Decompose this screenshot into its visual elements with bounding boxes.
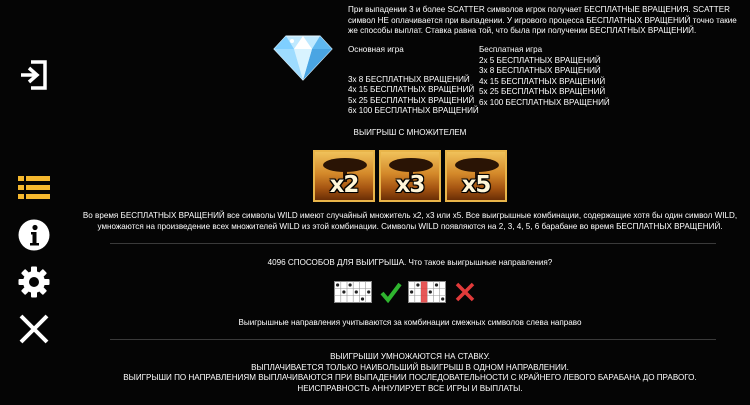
list-icon[interactable] [17,170,51,204]
divider [110,339,716,340]
multiplier-tile [313,150,375,202]
free-game-header: Бесплатная игра [479,45,543,54]
multiplier-label: x2 [329,172,359,198]
ways-note: Выигрышные направления учитываются за комбинации смежных символов слева направо [238,318,582,327]
rules-line: НЕИСПРАВНОСТЬ АННУЛИРУЕТ ВСЕ ИГРЫ И ВЫПЛАТЫ. [297,383,523,393]
diamond-icon [272,30,334,82]
valid-ways-diagram-icon [334,281,372,303]
rules-block [70,352,750,394]
free-game-column [479,45,610,109]
rules-line: ВЫИГРЫШИ УМНОЖАЮТСЯ НА СТАВКУ. [330,352,490,361]
rules-line: ВЫИГРЫШИ ПО НАПРАВЛЕНИЯМ ВЫПЛАЧИВАЮТСЯ ПРИ ВЫПАДЕНИИ ПОСЛЕДОВАТЕЛЬНОСТИ С КРАЙНЕГО ЛЕВОГО БАРАБАНА ДО ПРАВОГО. [123,373,697,382]
multiplier-title: ВЫИГРЫШ С МНОЖИТЕЛЕМ [353,128,467,137]
scatter-description: При выпадении 3 и более SCATTER символов игрок получает БЕСПЛАТНЫЕ ВРАЩЕНИЯ. SCATTER символ НЕ оплачивается при выпадении. У игрового процесса БЕСПЛАТНЫХ ВРАЩЕНИЙ точно такие же способы выплат. Ставка равна той, что была при получении БЕСПЛАТНЫХ ВРАЩЕНИЙ. [348,5,737,35]
wild-description [70,210,750,232]
free-game-row: 6x 100 БЕСПЛАТНЫХ ВРАЩЕНИЙ [479,97,610,107]
cross-icon [454,281,476,303]
ways-title: 4096 СПОСОБОВ ДЛЯ ВЫИГРЫША. Что такое выигрышные направления? [267,258,553,267]
gear-icon[interactable] [17,265,51,299]
rules-line: ВЫПЛАЧИВАЕТСЯ ТОЛЬКО НАИБОЛЬШИЙ ВЫИГРЫШ В ОДНОМ НАПРАВЛЕНИИ. [251,362,569,372]
main-game-row: 4x 15 БЕСПЛАТНЫХ ВРАЩЕНИЙ [348,85,475,95]
free-game-row: 4x 15 БЕСПЛАТНЫХ ВРАЩЕНИЙ [479,76,606,86]
free-game-row: 3x 8 БЕСПЛАТНЫХ ВРАЩЕНИЙ [479,66,601,76]
free-game-row: 2x 5 БЕСПЛАТНЫХ ВРАЩЕНИЙ [479,55,601,65]
free-game-row: 5x 25 БЕСПЛАТНЫХ ВРАЩЕНИЙ [479,87,606,97]
close-icon[interactable] [17,312,51,346]
exit-icon[interactable] [17,58,51,92]
invalid-ways-diagram-icon [408,281,446,303]
main-game-column [348,45,479,117]
wild-description-line: умножаются на произведение всех множителей WILD из этой комбинации. Символы WILD появляются на 2, 3, 4, 5, 6 барабане во время БЕСПЛАТНЫХ ВРАЩЕНИЙ. [97,222,723,231]
multiplier-tile [445,150,507,202]
paytable-content [70,0,750,405]
main-game-row: 5x 25 БЕСПЛАТНЫХ ВРАЩЕНИЙ [348,95,475,105]
checkmark-icon [380,281,402,303]
multiplier-tile [379,150,441,202]
main-game-header: Основная игра [348,45,404,54]
main-game-row: 6x 100 БЕСПЛАТНЫХ ВРАЩЕНИЙ [348,106,479,116]
info-icon[interactable] [17,218,51,252]
multiplier-tiles [313,150,507,202]
main-game-row: 3x 8 БЕСПЛАТНЫХ ВРАЩЕНИЙ [348,74,470,84]
multiplier-label: x3 [395,172,425,198]
divider [110,243,716,244]
multiplier-label: x5 [461,172,491,198]
wild-description-line: Во время БЕСПЛАТНЫХ ВРАЩЕНИЙ все символы WILD имеют случайный множитель x2, x3 или x5. Все выигрышные комбинации, содержащие хотя бы один символ WILD, [82,211,738,220]
